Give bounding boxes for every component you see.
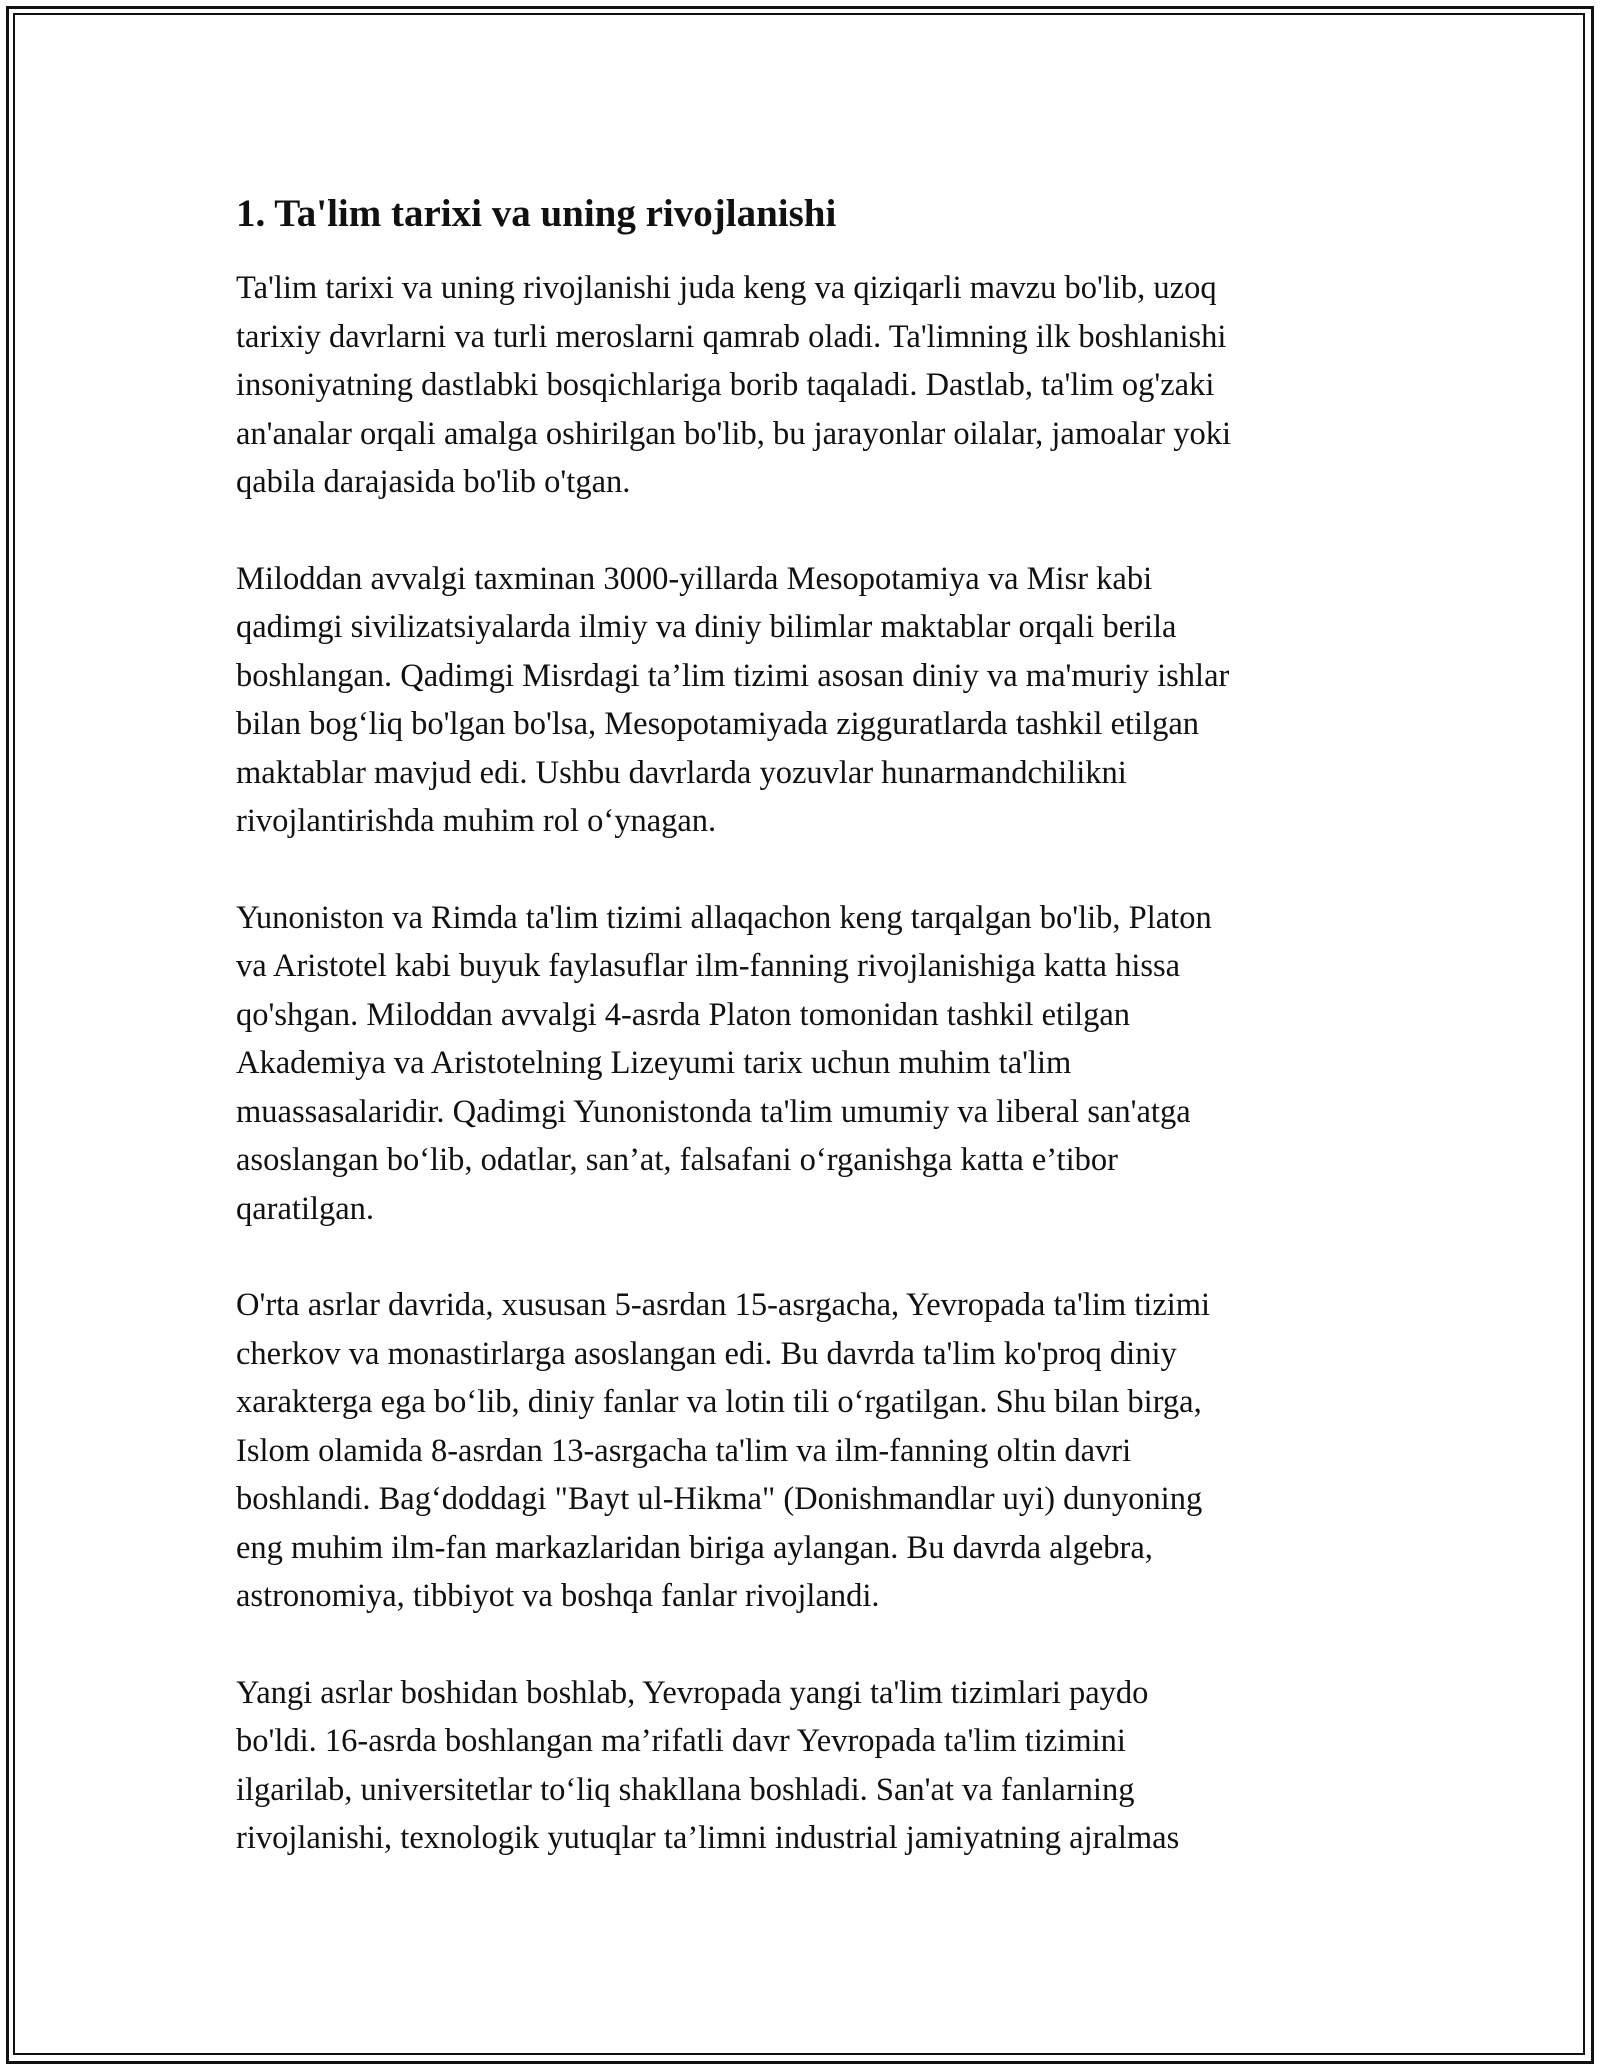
text-line: asoslangan bo‘lib, odatlar, san’at, falsafani o‘rganishga katta e’tibor bbox=[236, 1142, 1118, 1178]
section-heading: 1. Ta'lim tarixi va uning rivojlanishi bbox=[236, 192, 837, 235]
text-line: Miloddan avvalgi taxminan 3000-yillarda Mesopotamiya va Misr kabi bbox=[236, 560, 1153, 597]
text-line: an'analar orqali amalga oshirilgan bo'lib, bu jarayonlar oilalar, jamoalar yoki bbox=[236, 415, 1231, 452]
text-line: muassasalaridir. Qadimgi Yunonistonda ta'lim umumiy va liberal san'atga bbox=[236, 1093, 1191, 1130]
text-line: insoniyatning dastlabki bosqichlariga borib taqaladi. Dastlab, ta'lim og'zaki bbox=[236, 367, 1215, 403]
text-line: qabila darajasida bo'lib o'tgan. bbox=[236, 464, 631, 500]
text-line: qaratilgan. bbox=[236, 1190, 375, 1227]
text-line: tarixiy davrlarni va turli meroslarni qamrab oladi. Ta'limning ilk boshlanishi bbox=[236, 318, 1227, 355]
text-line: xarakterga ega bo‘lib, diniy fanlar va lotin tili o‘rgatilgan. Shu bilan birga, bbox=[236, 1384, 1202, 1420]
text-line: bilan bog‘liq bo'lgan bo'lsa, Mesopotamiyada zigguratlarda tashkil etilgan bbox=[236, 706, 1200, 742]
text-line: bo'ldi. 16-asrda boshlangan ma’rifatli davr Yevropada ta'lim tizimini bbox=[236, 1723, 1126, 1759]
text-line: Yangi asrlar boshidan boshlab, Yevropada yangi ta'lim tizimlari paydo bbox=[236, 1674, 1149, 1711]
paragraph bbox=[236, 894, 1376, 1234]
text-line: Ta'lim tarixi va uning rivojlanishi juda keng va qiziqarli mavzu bo'lib, uzoq bbox=[236, 270, 1217, 306]
text-line: Akademiya va Aristotelning Lizeyumi tarix uchun muhim ta'lim bbox=[236, 1045, 1072, 1081]
text-line: va Aristotel kabi buyuk faylasuflar ilm-fanning rivojlanishiga katta hissa bbox=[236, 948, 1181, 984]
text-line: qadimgi sivilizatsiyalarda ilmiy va diniy bilimlar maktablar orqali berila bbox=[236, 609, 1177, 645]
paragraph bbox=[236, 1281, 1376, 1621]
text-line: qo'shgan. Miloddan avvalgi 4-asrda Platon tomonidan tashkil etilgan bbox=[236, 996, 1131, 1033]
paragraph bbox=[236, 555, 1376, 846]
text-line: boshlandi. Bag‘doddagi "Bayt ul-Hikma" (Donishmandlar uyi) dunyoning bbox=[236, 1481, 1203, 1517]
text-line: maktablar mavjud edi. Ushbu davrlarda yozuvlar hunarmandchilikni bbox=[236, 754, 1127, 791]
text-line: ilgarilab, universitetlar to‘liq shakllana boshladi. San'at va fanlarning bbox=[236, 1771, 1135, 1808]
text-line: astronomiya, tibbiyot va boshqa fanlar rivojlandi. bbox=[236, 1578, 880, 1614]
text-line: Islom olamida 8-asrdan 13-asrgacha ta'lim va ilm-fanning oltin davri bbox=[236, 1432, 1132, 1469]
paragraph bbox=[236, 264, 1376, 507]
text-line: O'rta asrlar davrida, xususan 5-asrdan 15-asrgacha, Yevropada ta'lim tizimi bbox=[236, 1287, 1211, 1323]
text-line: boshlangan. Qadimgi Misrdagi ta’lim tizimi asosan diniy va ma'muriy ishlar bbox=[236, 657, 1230, 694]
paragraph bbox=[236, 1669, 1376, 1863]
document-body bbox=[236, 186, 1376, 1911]
text-line: cherkov va monastirlarga asoslangan edi. Bu davrda ta'lim ko'proq diniy bbox=[236, 1335, 1177, 1372]
text-line: rivojlanishi, texnologik yutuqlar ta’limni industrial jamiyatning ajralmas bbox=[236, 1820, 1180, 1856]
text-line: Yunoniston va Rimda ta'lim tizimi allaqachon keng tarqalgan bo'lib, Platon bbox=[236, 899, 1212, 936]
text-line: eng muhim ilm-fan markazlaridan biriga aylangan. Bu davrda algebra, bbox=[236, 1529, 1153, 1566]
text-line: rivojlantirishda muhim rol o‘ynagan. bbox=[236, 803, 717, 839]
